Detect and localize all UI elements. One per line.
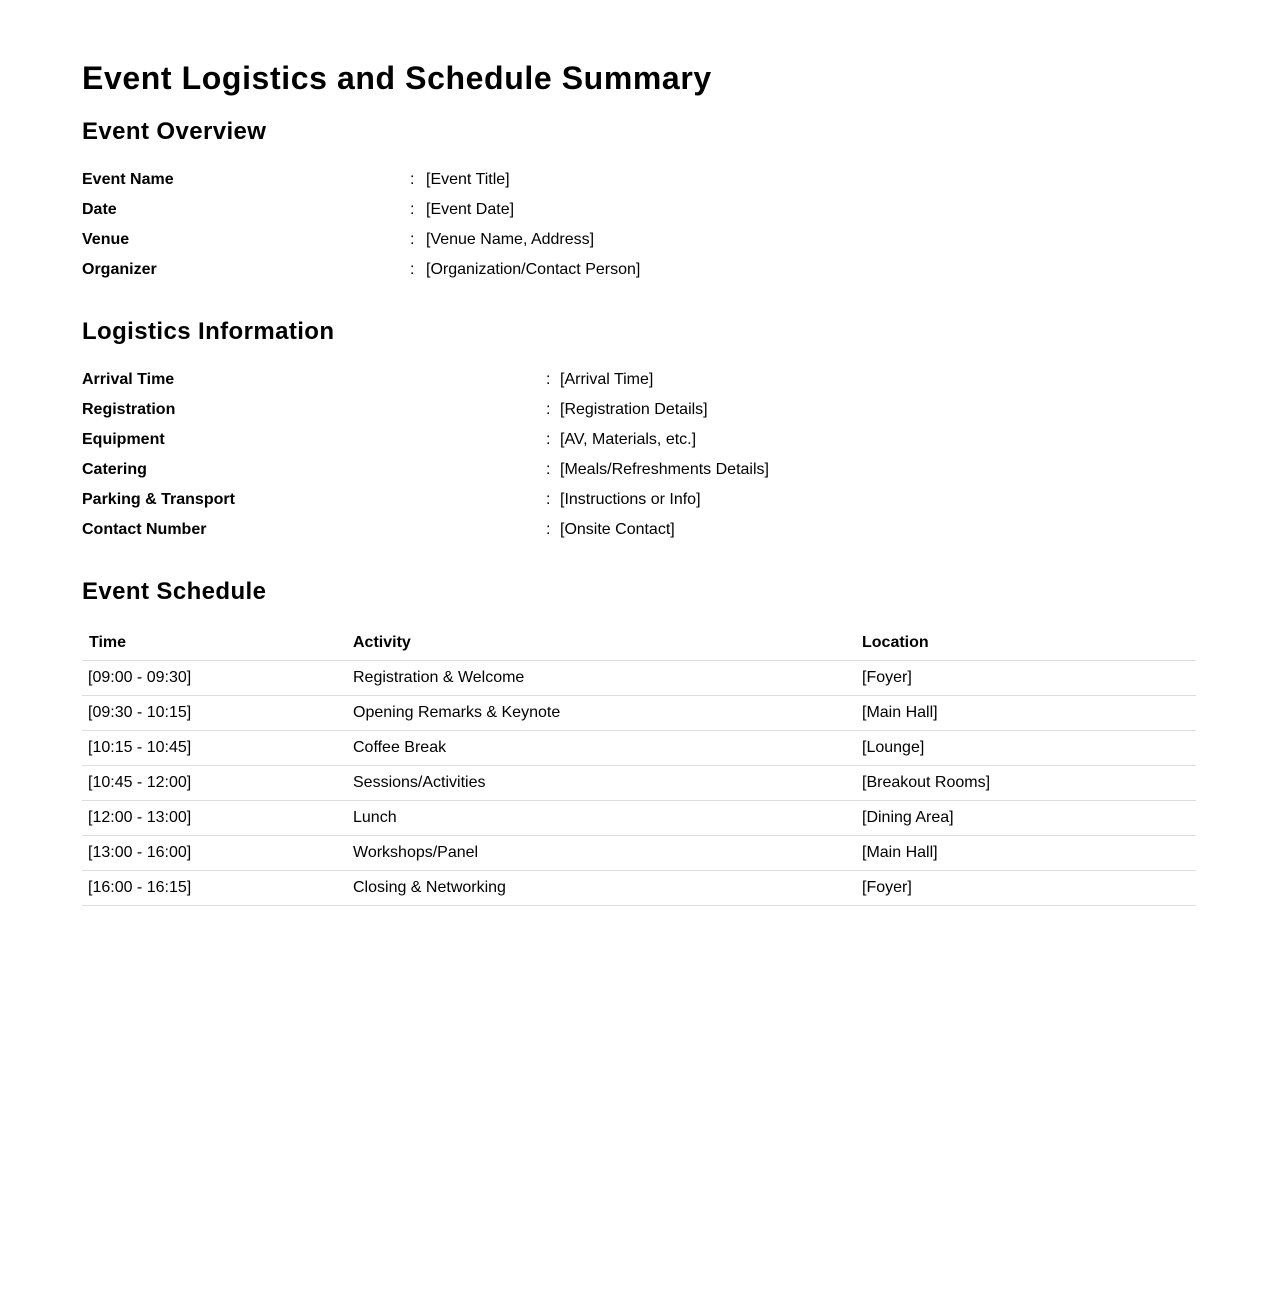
- overview-row: [82, 255, 1196, 285]
- field-label: Catering: [82, 461, 147, 478]
- table-row: [82, 871, 1196, 906]
- field-separator: :: [546, 461, 551, 478]
- field-value: [Venue Name, Address]: [426, 231, 595, 248]
- table-row: [82, 836, 1196, 871]
- field-separator: :: [410, 171, 415, 188]
- field-separator: :: [410, 201, 415, 218]
- section-heading-schedule: Event Schedule: [82, 578, 267, 605]
- column-header-activity: Activity: [346, 625, 855, 661]
- cell-activity: Sessions/Activities: [346, 766, 855, 801]
- cell-location: [Foyer]: [855, 871, 1196, 906]
- field-separator: :: [546, 521, 551, 538]
- field-value: [Registration Details]: [560, 401, 708, 418]
- cell-activity: Coffee Break: [346, 731, 855, 766]
- cell-time: [09:00 - 09:30]: [82, 661, 346, 696]
- field-label: Venue: [82, 231, 130, 248]
- table-row: [82, 696, 1196, 731]
- cell-time: [13:00 - 16:00]: [82, 836, 346, 871]
- overview-row: [82, 225, 1196, 255]
- field-value: [Event Title]: [426, 171, 510, 188]
- field-separator: :: [410, 261, 415, 278]
- logistics-row: [82, 485, 1196, 515]
- field-value: [Instructions or Info]: [560, 491, 701, 508]
- cell-activity: Opening Remarks & Keynote: [346, 696, 855, 731]
- cell-time: [09:30 - 10:15]: [82, 696, 346, 731]
- cell-activity: Lunch: [346, 801, 855, 836]
- cell-location: [Lounge]: [855, 731, 1196, 766]
- table-row: [82, 766, 1196, 801]
- field-label: Equipment: [82, 431, 165, 448]
- field-value: [Arrival Time]: [560, 371, 654, 388]
- schedule-table: [82, 625, 1196, 906]
- field-value: [Event Date]: [426, 201, 515, 218]
- field-label: Event Name: [82, 171, 174, 188]
- page-title: Event Logistics and Schedule Summary: [82, 60, 712, 96]
- field-separator: :: [546, 371, 551, 388]
- field-separator: :: [546, 491, 551, 508]
- field-label: Organizer: [82, 261, 157, 278]
- cell-location: [Breakout Rooms]: [855, 766, 1196, 801]
- field-value: [Meals/Refreshments Details]: [560, 461, 769, 478]
- column-header-time: Time: [82, 625, 346, 661]
- cell-time: [10:15 - 10:45]: [82, 731, 346, 766]
- section-heading-overview: Event Overview: [82, 118, 267, 145]
- cell-activity: Registration & Welcome: [346, 661, 855, 696]
- cell-activity: Closing & Networking: [346, 871, 855, 906]
- field-label: Parking & Transport: [82, 491, 235, 508]
- table-row: [82, 731, 1196, 766]
- cell-time: [16:00 - 16:15]: [82, 871, 346, 906]
- field-label: Arrival Time: [82, 371, 175, 388]
- logistics-row: [82, 395, 1196, 425]
- field-label: Registration: [82, 401, 176, 418]
- logistics-row: [82, 515, 1196, 545]
- field-separator: :: [410, 231, 415, 248]
- field-value: [AV, Materials, etc.]: [560, 431, 697, 448]
- field-separator: :: [546, 431, 551, 448]
- cell-location: [Dining Area]: [855, 801, 1196, 836]
- overview-row: [82, 165, 1196, 195]
- logistics-row: [82, 365, 1196, 395]
- table-header-row: [82, 625, 1196, 661]
- logistics-row: [82, 425, 1196, 455]
- overview-row: [82, 195, 1196, 225]
- field-separator: :: [546, 401, 551, 418]
- table-row: [82, 661, 1196, 696]
- field-label: Date: [82, 201, 117, 218]
- field-value: [Onsite Contact]: [560, 521, 675, 538]
- logistics-row: [82, 455, 1196, 485]
- cell-activity: Workshops/Panel: [346, 836, 855, 871]
- overview-list: [82, 165, 1196, 285]
- table-row: [82, 801, 1196, 836]
- cell-location: [Main Hall]: [855, 836, 1196, 871]
- cell-time: [12:00 - 13:00]: [82, 801, 346, 836]
- cell-location: [Main Hall]: [855, 696, 1196, 731]
- section-heading-logistics: Logistics Information: [82, 318, 335, 345]
- cell-time: [10:45 - 12:00]: [82, 766, 346, 801]
- cell-location: [Foyer]: [855, 661, 1196, 696]
- field-label: Contact Number: [82, 521, 207, 538]
- logistics-list: [82, 365, 1196, 545]
- column-header-location: Location: [855, 625, 1196, 661]
- field-value: [Organization/Contact Person]: [426, 261, 641, 278]
